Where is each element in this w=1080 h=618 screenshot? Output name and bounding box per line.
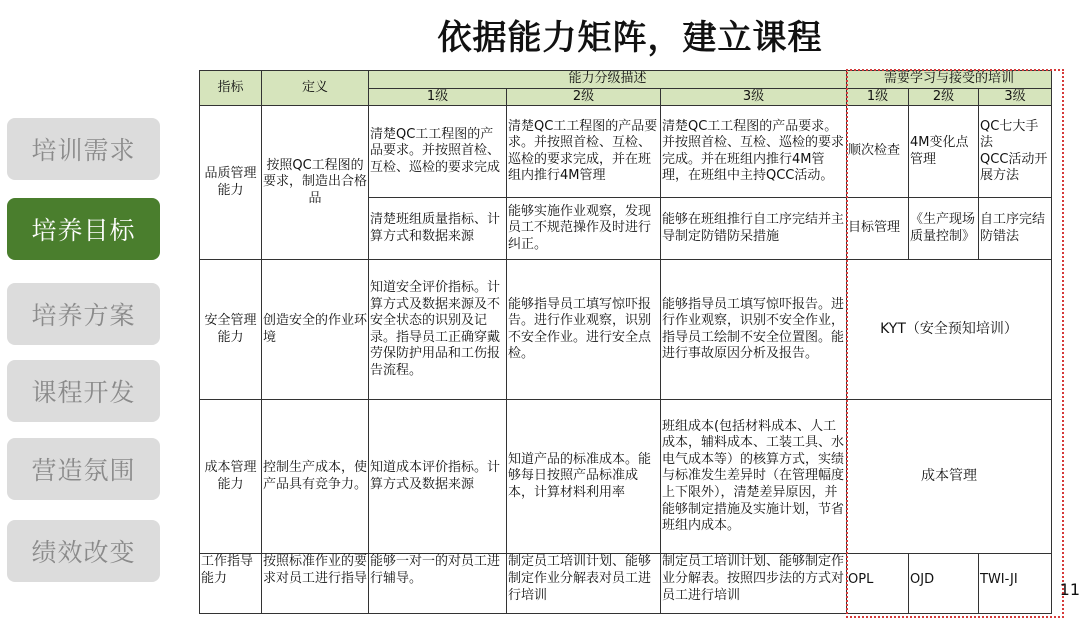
nav-item-training-goals[interactable]: 培养目标 — [7, 198, 160, 260]
row-indicator-cost: 成本管理能力 — [200, 400, 262, 554]
cell-training-2: OJD — [909, 554, 979, 614]
cell-level-1: 知道成本评价指标。计算方式及数据来源 — [369, 400, 507, 554]
cell-level-2: 清楚QC工工程图的产品要求。并按照首检、互检、巡检的要求完成，并在班组内推行4M管理 — [507, 106, 661, 198]
cell-level-1: 清楚班组质量指标、计算方式和数据来源 — [369, 198, 507, 260]
cell-training-safety: KYT（安全预知培训） — [847, 260, 1052, 400]
header-training-level-1: 1级 — [847, 88, 909, 106]
header-level-3: 3级 — [661, 88, 847, 106]
cell-training-1: OPL — [847, 554, 909, 614]
header-training-level-3: 3级 — [979, 88, 1052, 106]
cell-level-2: 制定员工培训计划、能够制定作业分解表对员工进行培训 — [507, 554, 661, 614]
header-level-1: 1级 — [369, 88, 507, 106]
table-row — [200, 554, 1052, 614]
row-definition-guidance: 按照标准作业的要求对员工进行指导 — [262, 554, 369, 614]
capability-matrix-table — [199, 70, 1052, 614]
cell-level-1: 知道安全评价指标。计算方式及数据来源及不安全状态的识别及记录。指导员工正确穿戴劳保防护用品和工伤报告流程。 — [369, 260, 507, 400]
cell-level-2: 能够指导员工填写惊吓报告。进行作业观察，识别不安全作业。进行安全点检。 — [507, 260, 661, 400]
nav-item-training-needs[interactable]: 培训需求 — [7, 118, 160, 180]
cell-training-1: 目标管理 — [847, 198, 909, 260]
row-definition-quality: 按照QC工程图的要求，制造出合格品 — [262, 106, 369, 260]
cell-training-3: 自工序完结 防错法 — [979, 198, 1052, 260]
table-row — [200, 106, 1052, 198]
nav-item-atmosphere[interactable]: 营造氛围 — [7, 438, 160, 500]
nav-item-training-plan[interactable]: 培养方案 — [7, 283, 160, 345]
cell-level-1: 清楚QC工工程图的产品要求。并按照首检、互检、巡检的要求完成 — [369, 106, 507, 198]
page-number: 11 — [1059, 580, 1080, 599]
cell-level-2: 知道产品的标准成本。能够每日按照产品标准成本，计算材料利用率 — [507, 400, 661, 554]
nav-item-course-development[interactable]: 课程开发 — [7, 360, 160, 422]
row-indicator-guidance: 工作指导能力 — [200, 554, 262, 614]
cell-level-1: 能够一对一的对员工进行辅导。 — [369, 554, 507, 614]
cell-training-3: TWI-JI — [979, 554, 1052, 614]
cell-level-3: 制定员工培训计划、能够制定作业分解表。按照四步法的方式对员工进行培训 — [661, 554, 847, 614]
cell-training-1: 顺次检查 — [847, 106, 909, 198]
cell-training-3: QC七大手法 QCC活动开展方法 — [979, 106, 1052, 198]
header-training-level-2: 2级 — [909, 88, 979, 106]
row-definition-cost: 控制生产成本，使产品具有竞争力。 — [262, 400, 369, 554]
cell-level-3: 能够指导员工填写惊吓报告。进行作业观察，识别不安全作业，指导员工绘制不安全位置图。能进行事故原因分析及报告。 — [661, 260, 847, 400]
header-training-group: 需要学习与接受的培训 — [847, 71, 1052, 89]
cell-level-3: 清楚QC工工程图的产品要求。并按照首检、互检、巡检的要求完成。并在班组内推行4M管理，在班组中主持QCC活动。 — [661, 106, 847, 198]
nav-item-performance-change[interactable]: 绩效改变 — [7, 520, 160, 582]
row-definition-safety: 创造安全的作业环境 — [262, 260, 369, 400]
page-title: 依据能力矩阵，建立课程 — [437, 18, 823, 58]
cell-training-2: 《生产现场质量控制》 — [909, 198, 979, 260]
cell-level-3: 能够在班组推行自工序完结并主导制定防错防呆措施 — [661, 198, 847, 260]
cell-level-3: 班组成本(包括材料成本、人工成本，辅料成本、工装工具、水电气成本等）的核算方式，实绩与标准发生差异时（在管理幅度上下限外），清楚差异原因，并能够制定措施及实施计划，节省班组内成本。 — [661, 400, 847, 554]
header-definition: 定义 — [262, 71, 369, 106]
cell-training-cost: 成本管理 — [847, 400, 1052, 554]
header-levels-group: 能力分级描述 — [369, 71, 847, 89]
row-indicator-safety: 安全管理能力 — [200, 260, 262, 400]
row-indicator-quality: 品质管理能力 — [200, 106, 262, 260]
header-level-2: 2级 — [507, 88, 661, 106]
table-row — [200, 400, 1052, 554]
header-indicator: 指标 — [200, 71, 262, 106]
cell-level-2: 能够实施作业观察，发现员工不规范操作及时进行纠正。 — [507, 198, 661, 260]
cell-training-2: 4M变化点管理 — [909, 106, 979, 198]
table-row — [200, 260, 1052, 400]
